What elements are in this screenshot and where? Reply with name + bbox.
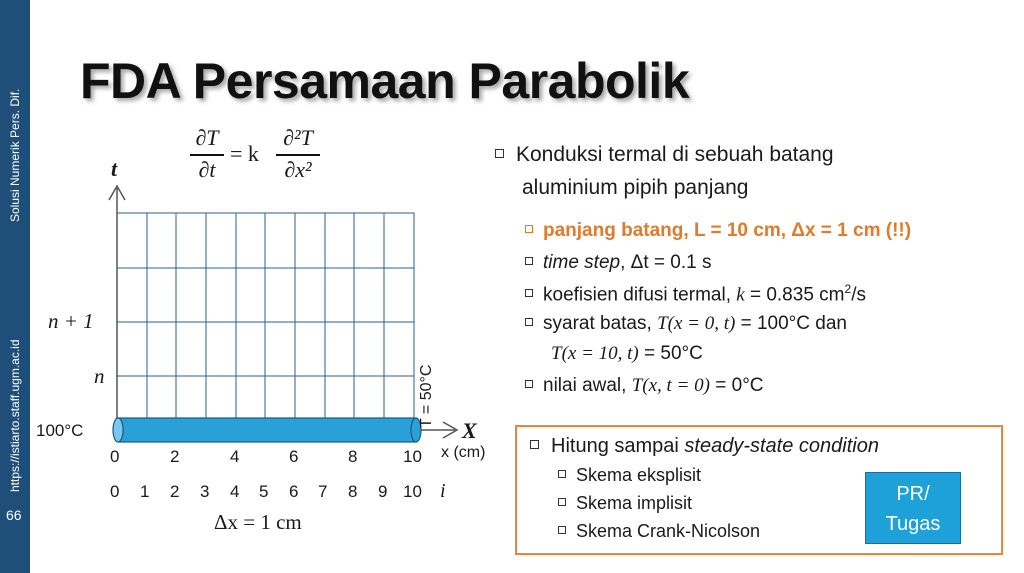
length-text: panjang batang, L = 10 cm, Δx = 1 cm (!!) <box>543 220 912 241</box>
boundary-c: = 50°C <box>638 343 703 364</box>
cm-tick: 10 <box>403 447 422 466</box>
i-index-label: i <box>440 480 446 502</box>
fd-grid <box>117 213 414 423</box>
diffusion-k: k <box>736 284 745 306</box>
x-unit-label: x (cm) <box>441 444 486 461</box>
i-tick: 9 <box>378 482 388 501</box>
cm-tick: 0 <box>110 447 120 466</box>
bullet-square-icon <box>525 225 533 233</box>
bullet-length <box>525 220 911 242</box>
bullet-diffusion <box>525 282 866 306</box>
left-boundary-temp: 100°C <box>36 421 84 440</box>
i-tick: 2 <box>170 482 180 501</box>
boundary-a: syarat batas, <box>543 313 658 334</box>
rod-left-end <box>113 418 123 442</box>
aluminium-rod <box>118 418 416 442</box>
i-tick: 7 <box>318 482 328 501</box>
cm-tick: 2 <box>170 447 180 466</box>
task-item-label: Skema eksplisit <box>576 465 702 485</box>
eq-equals-k: = k <box>230 141 259 166</box>
main-bullet-line2: aluminium pipih panjang <box>522 176 749 199</box>
diffusion-a: koefisien difusi termal, <box>543 284 737 306</box>
course-title: Solusi Numerik Pers. Dif. <box>8 88 22 222</box>
i-tick: 3 <box>200 482 210 501</box>
bullet-square-icon <box>495 149 504 158</box>
bullet-square-icon <box>558 470 566 478</box>
main-bullet-line1: Konduksi termal di sebuah batang <box>516 143 834 166</box>
pr-line1: PR/ <box>896 483 930 505</box>
timestep-em: time step <box>543 252 621 273</box>
main-bullet <box>495 143 834 167</box>
bullet-square-icon <box>525 257 533 265</box>
task-heading <box>530 435 879 458</box>
i-tick: 0 <box>110 482 120 501</box>
eq-lhs-num: ∂T <box>195 125 219 150</box>
boundary-f2: T(x = 10, t) <box>551 343 639 364</box>
initial-a: nilai awal, <box>543 375 632 396</box>
i-tick: 1 <box>140 482 150 501</box>
right-boundary-temp: T = 50°C <box>418 364 435 428</box>
i-tick: 8 <box>348 482 358 501</box>
i-tick: 4 <box>230 482 240 501</box>
bullet-boundary <box>525 313 847 335</box>
slide-title: FDA Persamaan Parabolik <box>80 53 690 109</box>
boundary-b: = 100°C dan <box>735 313 847 334</box>
bullet-square-icon <box>525 289 533 297</box>
row-n-plus-1-label: n + 1 <box>48 309 94 333</box>
timestep-rest: , Δt = 0.1 s <box>620 252 712 273</box>
boundary-f1: T(x = 0, t) <box>657 313 736 334</box>
bullet-timestep <box>525 252 711 274</box>
bullet-initial <box>525 375 764 397</box>
task-head-a: Hitung sampai <box>551 435 685 457</box>
x-axis-label: X <box>462 418 477 443</box>
task-head-em: steady-state condition <box>684 435 879 457</box>
page-number: 66 <box>6 507 22 523</box>
i-tick: 5 <box>259 482 269 501</box>
diffusion-sup: 2 <box>844 282 852 296</box>
cm-tick: 8 <box>348 447 358 466</box>
eq-lhs-den: ∂t <box>198 157 216 182</box>
task-item <box>558 465 701 486</box>
diffusion-b: = 0.835 cm <box>744 284 845 306</box>
initial-b: = 0°C <box>709 375 764 396</box>
bullet-square-icon <box>530 440 539 449</box>
bullet-square-icon <box>558 526 566 534</box>
pr-line2: Tugas <box>885 513 941 535</box>
dx-label: Δx = 1 cm <box>214 510 302 534</box>
eq-rhs-num: ∂²T <box>283 125 313 150</box>
cm-tick: 6 <box>289 447 299 466</box>
author-url[interactable]: https://istiarto.staff.ugm.ac.id <box>8 339 22 492</box>
homework-badge <box>865 472 961 544</box>
eq-rhs-den: ∂x² <box>284 157 312 182</box>
row-n-label: n <box>94 364 105 388</box>
t-axis-label: t <box>111 156 118 181</box>
diffusion-c: /s <box>851 284 866 306</box>
task-item <box>558 493 692 514</box>
i-tick: 10 <box>403 482 422 501</box>
i-tick: 6 <box>289 482 299 501</box>
task-item <box>558 521 760 542</box>
bullet-square-icon <box>558 498 566 506</box>
bullet-square-icon <box>525 318 533 326</box>
bullet-boundary-line2 <box>551 343 703 365</box>
task-item-label: Skema Crank-Nicolson <box>576 521 761 541</box>
initial-f: T(x, t = 0) <box>631 375 710 396</box>
bullet-square-icon <box>525 380 533 388</box>
cm-tick: 4 <box>230 447 240 466</box>
task-item-label: Skema implisit <box>576 493 693 513</box>
